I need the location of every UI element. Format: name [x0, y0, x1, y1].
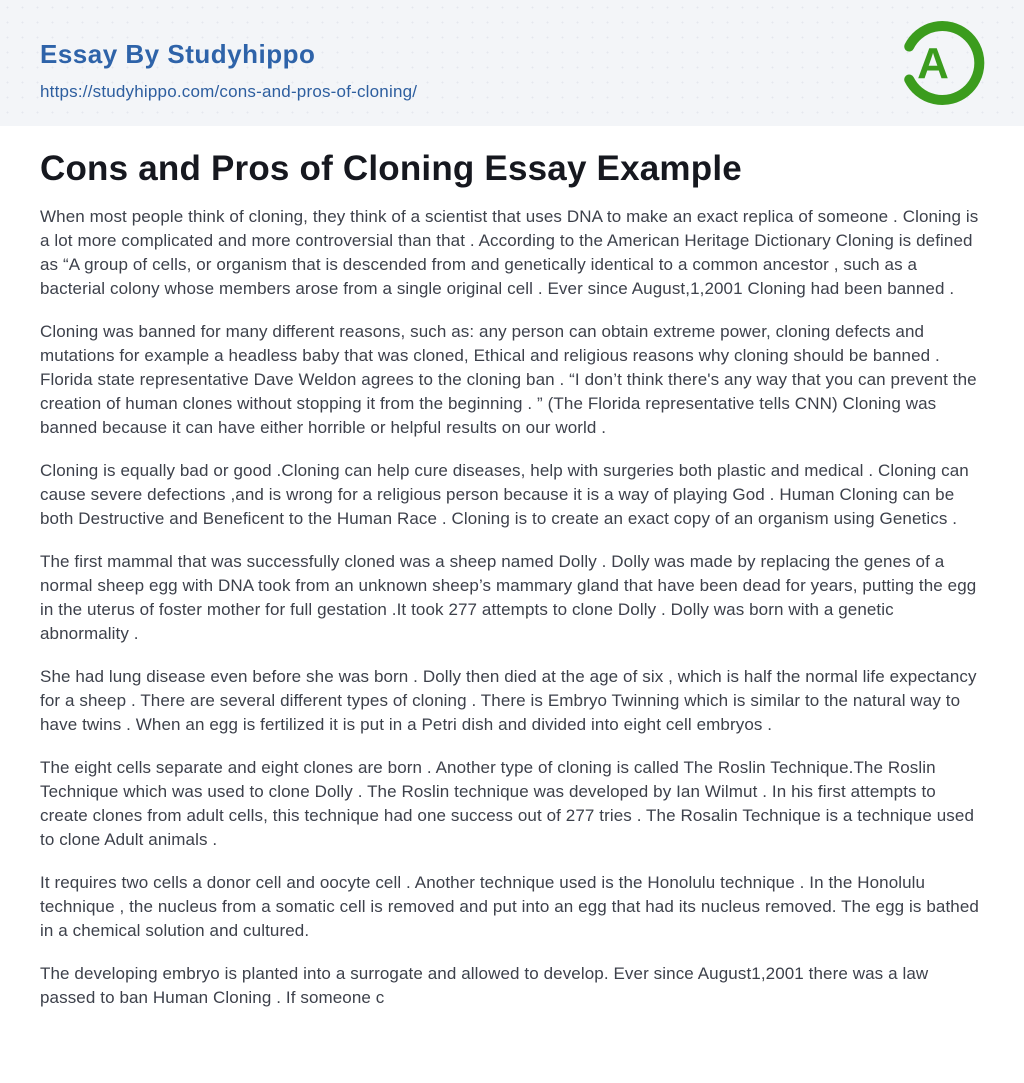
essay-paragraph: She had lung disease even before she was born . Dolly then died at the age of six , which is half the normal life expectancy for a sheep . There are several different types of cloning . There is Embryo Twinning which is similar to the natural way to have twins . When an egg is fertilized it is put in a Petri dish and divided into eight cell embryos . [40, 666, 977, 734]
site-title: Essay By Studyhippo [40, 39, 316, 69]
essay-paragraph: Cloning was banned for many different reasons, such as: any person can obtain extreme power, cloning defects and mutations for example a headless baby that was cloned, Ethical and religious reasons why cloning should be banned . Florida state representative Dave Weldon agrees to the cloning ban . “I don’t think there's any way that you can prevent the creation of human clones without stopping it from the beginning . ” (The Florida representative tells CNN) Cloning was banned because it can have either horrible or helpful results on our world . [40, 321, 977, 437]
source-url-link[interactable]: https://studyhippo.com/cons-and-pros-of-cloning/ [40, 81, 418, 101]
essay-paragraph: The developing embryo is planted into a surrogate and allowed to develop. Ever since August1,2001 there was a law passed to ban Human Cloning . If someone c [40, 963, 929, 1007]
studyhippo-logo-icon [898, 17, 988, 107]
logo-letter: A [917, 39, 949, 88]
essay-paragraph: Cloning is equally bad or good .Cloning can help cure diseases, help with surgeries both plastic and medical . Cloning can cause severe defections ,and is wrong for a religious person because it is a way of playing God . Human Cloning can be both Destructive and Beneficent to the Human Race . Cloning is to create an exact copy of an organism using Genetics . [40, 460, 969, 528]
essay-paragraph: The eight cells separate and eight clones are born . Another type of cloning is called The Roslin Technique.The Roslin Technique which was used to clone Dolly . The Roslin technique was developed by Ian Wilmut . In his first attempts to create clones from adult cells, this technique had one success out of 277 tries . The Rosalin Technique is a technique used to clone Adult animals . [40, 757, 975, 849]
page-header [0, 0, 1024, 126]
essay-content [0, 126, 1024, 1010]
essay-title: Cons and Pros of Cloning Essay Example [40, 149, 742, 188]
essay-paragraph: The first mammal that was successfully cloned was a sheep named Dolly . Dolly was made by replacing the genes of a normal sheep egg with DNA took from an unknown sheep’s mammary gland that have been dead for years, putting the egg in the uterus of foster mother for full gestation .It took 277 attempts to clone Dolly . Dolly was born with a genetic abnormality . [40, 551, 977, 643]
essay-body [40, 205, 984, 1010]
essay-paragraph: When most people think of cloning, they think of a scientist that uses DNA to make an exact replica of someone . Cloning is a lot more complicated and more controversial than that . According to the American Heritage Dictionary Cloning is defined as “A group of cells, or organism that is descended from and genetically identical to a common ancestor , such as a bacterial colony whose members arose from a single original cell . Ever since August,1,2001 Cloning had been banned . [40, 206, 979, 298]
essay-paragraph: It requires two cells a donor cell and oocyte cell . Another technique used is the Honolulu technique . In the Honolulu technique , the nucleus from a somatic cell is removed and put into an egg that had its nucleus removed. The egg is bathed in a chemical solution and cultured. [40, 872, 979, 940]
logo-arc-icon [898, 17, 988, 107]
